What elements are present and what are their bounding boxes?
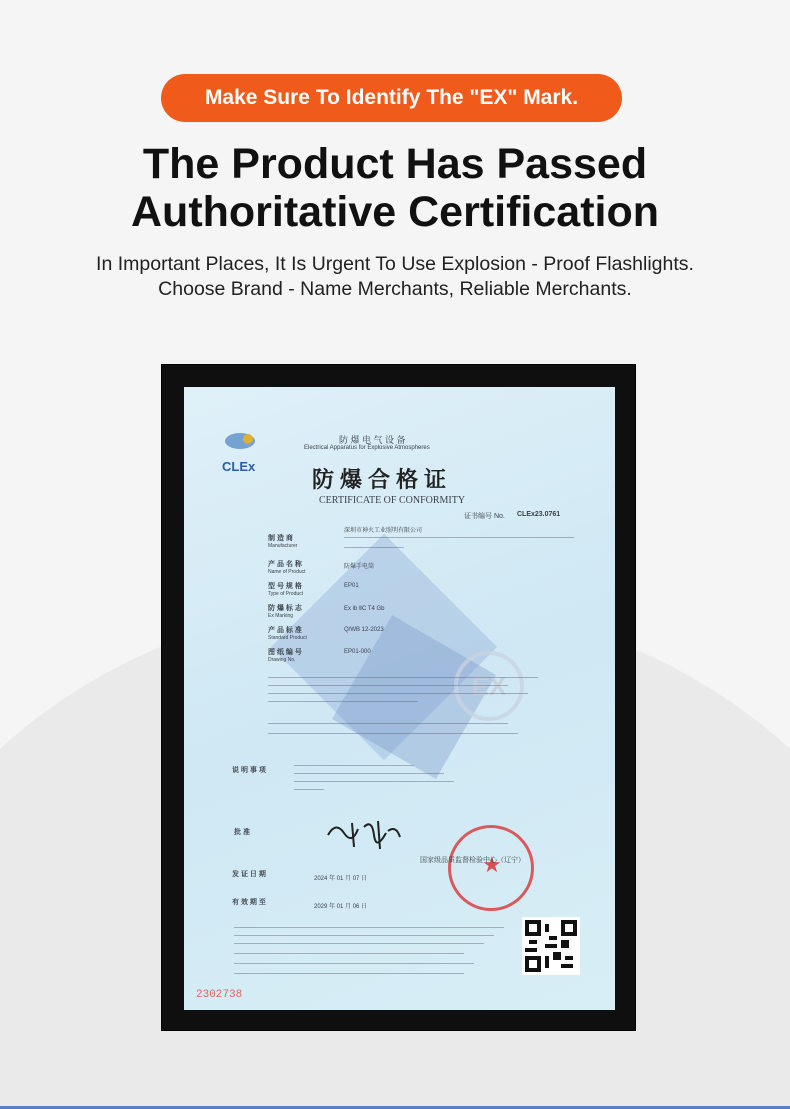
page-title-line-1: The Product Has Passed [142,140,648,188]
certificate-number: CLEx23.0761 [517,511,561,518]
valid-until-date: 2029 年 01 月 06 日 [314,904,368,910]
field-value-drawing: EP01-000 [344,649,371,655]
issue-date: 2024 年 01 月 07 日 [314,876,368,882]
footer-line [234,963,474,964]
certificate-title-en: CERTIFICATE OF CONFORMITY [319,495,466,506]
page-title [0,140,790,236]
valid-until-label: 有 效 期 至 [232,899,266,906]
footer-line [234,953,464,954]
issue-date-label: 发 证 日 期 [232,871,266,878]
field-label-en-standard: Standard Product [268,635,307,641]
certificate-top-title: 防 爆 电 气 设 备 [339,435,406,445]
field-value-type: EP01 [344,583,359,589]
field-label-product-name: 产 品 名 称 [268,561,302,568]
ex-mark-badge-text: Make Sure To Identify The "EX" Mark. [204,86,579,109]
field-label-drawing: 图 纸 编 号 [268,649,302,656]
field-value-ex-marking: Ex ib ⅡC T4 Gb [344,606,385,612]
footer-line [234,943,484,944]
certificate-document [184,387,615,1010]
field-value-manufacturer: 深圳市神火工业照明有限公司 [344,528,423,534]
field-label-en-ex-marking: Ex Marking [268,613,294,619]
certificate-frame [161,364,636,1031]
manufacturer-address-line [344,547,404,548]
issuer-name: 国家级品质监督检验中心（辽宁） [420,857,525,864]
approved-label: 批 准 [234,829,250,836]
page-title-line-2: Authoritative Certification [131,188,659,236]
page-subtitle-line-2: Choose Brand - Name Merchants, Reliable Merchants. [158,278,632,300]
field-label-manufacturer: 制 造 商 [268,535,293,542]
body-text-line [268,723,508,724]
seal-star-icon: ★ [482,852,502,877]
ex-mark-badge [161,74,622,122]
field-label-en-manufacturer: Manufacturer [268,543,298,549]
page-subtitle [0,252,790,302]
field-label-type: 型 号 规 格 [268,583,302,590]
field-value-product-name: 防爆手电筒 [344,564,375,570]
body-text-line [268,685,508,686]
field-label-en-type: Type of Product [268,591,304,597]
explanation-line [294,765,414,766]
field-label-ex-marking: 防 爆 标 志 [268,605,302,612]
explanation-line [294,781,454,782]
field-label-en-product-name: Name of Product [268,569,306,575]
body-text-line [268,677,538,678]
certificate-top-subtitle: Electrical Apparatus for Explosive Atmospheres [304,445,430,451]
footer-line [234,935,494,936]
official-seal-icon [448,825,534,911]
certificate-title-cn: 防爆合格证 [312,467,453,492]
signature-icon [324,815,404,855]
manufacturer-address-line [344,537,574,538]
body-text-line [268,733,518,734]
explanation-label: 说 明 事 项 [232,767,266,774]
ex-watermark-logo [454,651,524,721]
logo-text: CLEx [222,459,256,474]
field-label-standard: 产 品 标 准 [268,627,302,634]
field-label-en-drawing: Drawing No. [268,657,296,663]
footer-line [234,927,504,928]
clex-logo-icon [220,429,262,457]
body-text-line [268,701,418,702]
serial-number: 2302738 [196,989,243,1001]
footer-line [234,973,464,974]
explanation-line [294,789,324,790]
field-value-standard: Q/WB 12-2023 [344,627,384,633]
explanation-line [294,773,444,774]
ex-watermark-text: EX [471,670,507,701]
qr-code-icon [522,917,580,975]
body-text-line [268,693,528,694]
page-subtitle-line-1: In Important Places, It Is Urgent To Use Explosion - Proof Flashlights. [96,253,694,275]
certificate-number-label: 证书编号 No. [464,513,505,520]
